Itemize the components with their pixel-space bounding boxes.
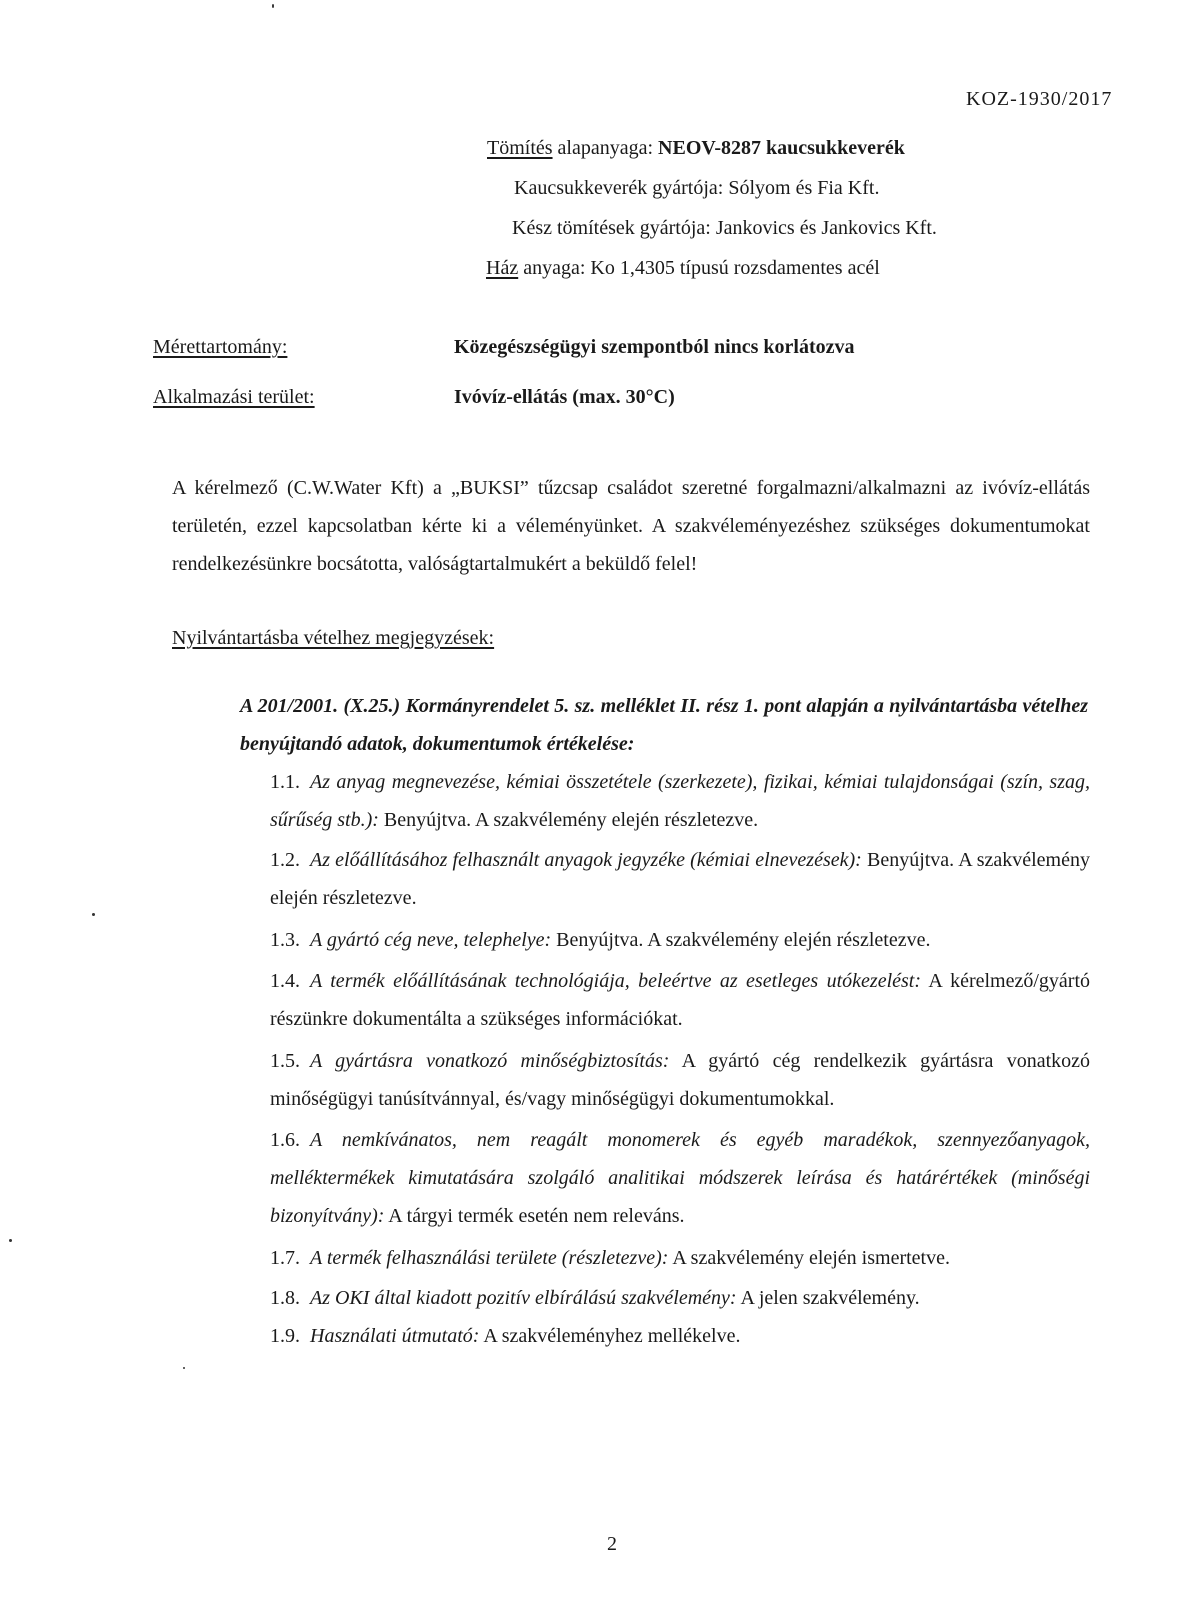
- housing-material-value: anyaga: Ko 1,4305 típusú rozsdamentes acél: [518, 257, 880, 279]
- list-item-1-8: [270, 1279, 1090, 1317]
- scan-speck: [183, 1367, 185, 1369]
- list-item-1-7: [270, 1239, 1090, 1277]
- page-number: 2: [607, 1533, 617, 1555]
- housing-label: Ház: [486, 257, 519, 279]
- registration-notes-heading: Nyilvántartásba vételhez megjegyzések:: [172, 627, 495, 649]
- list-item-1-2: [270, 841, 1090, 917]
- item-title: A gyártó cég neve, telephelye:: [310, 929, 552, 951]
- item-text: A jelen szakvélemény.: [736, 1287, 920, 1309]
- item-text: Benyújtva. A szakvélemény elején részletezve.: [378, 809, 759, 831]
- application-area-label: Alkalmazási terület:: [153, 386, 315, 408]
- list-item-1-6: [270, 1121, 1090, 1235]
- housing-material-line: [486, 257, 880, 280]
- application-area-value: Ivóvíz-ellátás (max. 30°C): [454, 386, 675, 408]
- item-title: A termék előállításának technológiája, beleértve az esetleges utókezelést:: [310, 970, 922, 992]
- list-item-1-4: [270, 962, 1090, 1038]
- item-number: 1.8.: [270, 1287, 300, 1309]
- seal-label-rest: alapanyaga:: [552, 137, 659, 159]
- size-range-value: Közegészségügyi szempontból nincs korlátozva: [454, 336, 855, 358]
- scan-speck: [92, 913, 95, 916]
- item-number: 1.4.: [270, 970, 300, 992]
- item-text: A szakvéleményhez mellékelve.: [479, 1325, 741, 1347]
- item-text: Benyújtva. A szakvélemény elején részletezve.: [551, 929, 931, 951]
- item-number: 1.6.: [270, 1129, 300, 1151]
- seal-material-value: NEOV-8287 kaucsukkeverék: [658, 137, 905, 159]
- item-text: A tárgyi termék esetén nem releváns.: [384, 1205, 685, 1227]
- item-title: Az anyag megnevezése, kémiai összetétele (szerkezete), fizikai, kémiai tulajdonságai (szín, szag, sűrűség stb.):: [270, 771, 1090, 831]
- item-title: Használati útmutató:: [310, 1325, 480, 1347]
- size-range-label: Mérettartomány:: [153, 336, 288, 358]
- seal-label: Tömítés: [487, 137, 553, 159]
- list-item-1-5: [270, 1042, 1090, 1118]
- item-number: 1.3.: [270, 929, 300, 951]
- item-text: A szakvélemény elején ismertetve.: [668, 1247, 950, 1269]
- item-title: A gyártásra vonatkozó minőségbiztosítás:: [310, 1050, 670, 1072]
- list-item-1-3: [270, 921, 1090, 959]
- item-title: Az OKI által kiadott pozitív elbírálású szakvélemény:: [310, 1287, 737, 1309]
- item-text: Benyújtva. A szakvélemény elején részletezve.: [270, 849, 1090, 909]
- item-title: Az előállításához felhasznált anyagok jegyzéke (kémiai elnevezések):: [310, 849, 862, 871]
- list-item-1-1: [270, 763, 1090, 839]
- intro-paragraph: A kérelmező (C.W.Water Kft) a „BUKSI” tűzcsap családot szeretné forgalmazni/alkalmazni az ivóvíz-ellátás területén, ezzel kapcsolatban kérte ki a véleményünket. A szakvéleményezéshez szükséges dokumentumokat rendelkezésünkre bocsátotta, valóságtartalmukért a beküldő felel!: [172, 477, 1090, 575]
- item-number: 1.5.: [270, 1050, 300, 1072]
- seal-manufacturer: Kész tömítések gyártója: Jankovics és Jankovics Kft.: [512, 217, 937, 239]
- rubber-manufacturer: Kaucsukkeverék gyártója: Sólyom és Fia Kft.: [514, 177, 880, 199]
- item-title: A termék felhasználási területe (részletezve):: [310, 1247, 669, 1269]
- item-text: A gyártó cég rendelkezik gyártásra vonatkozó minőségügyi tanúsítvánnyal, és/vagy minőségügyi dokumentumokkal.: [270, 1050, 1090, 1110]
- item-title: A nemkívánatos, nem reagált monomerek és egyéb maradékok, szennyezőanyagok, melléktermékek kimutatására szolgáló analitikai módszerek leírása és határértékek (minőségi bizonyítvány):: [270, 1129, 1090, 1227]
- scan-speck: [272, 4, 274, 8]
- seal-material-line: [487, 137, 905, 160]
- item-text: A kérelmező/gyártó részünkre dokumentálta a szükséges információkat.: [270, 970, 1090, 1030]
- item-number: 1.2.: [270, 849, 300, 871]
- scan-speck: [9, 1239, 12, 1242]
- item-number: 1.1.: [270, 771, 300, 793]
- legal-basis: A 201/2001. (X.25.) Kormányrendelet 5. sz. melléklet II. rész 1. pont alapján a nyilvántartásba vételhez benyújtandó adatok, dokumentumok értékelése:: [240, 695, 1088, 755]
- list-item-1-9: [270, 1317, 1090, 1355]
- item-number: 1.7.: [270, 1247, 300, 1269]
- item-number: 1.9.: [270, 1325, 300, 1347]
- document-reference: KOZ-1930/2017: [966, 88, 1113, 110]
